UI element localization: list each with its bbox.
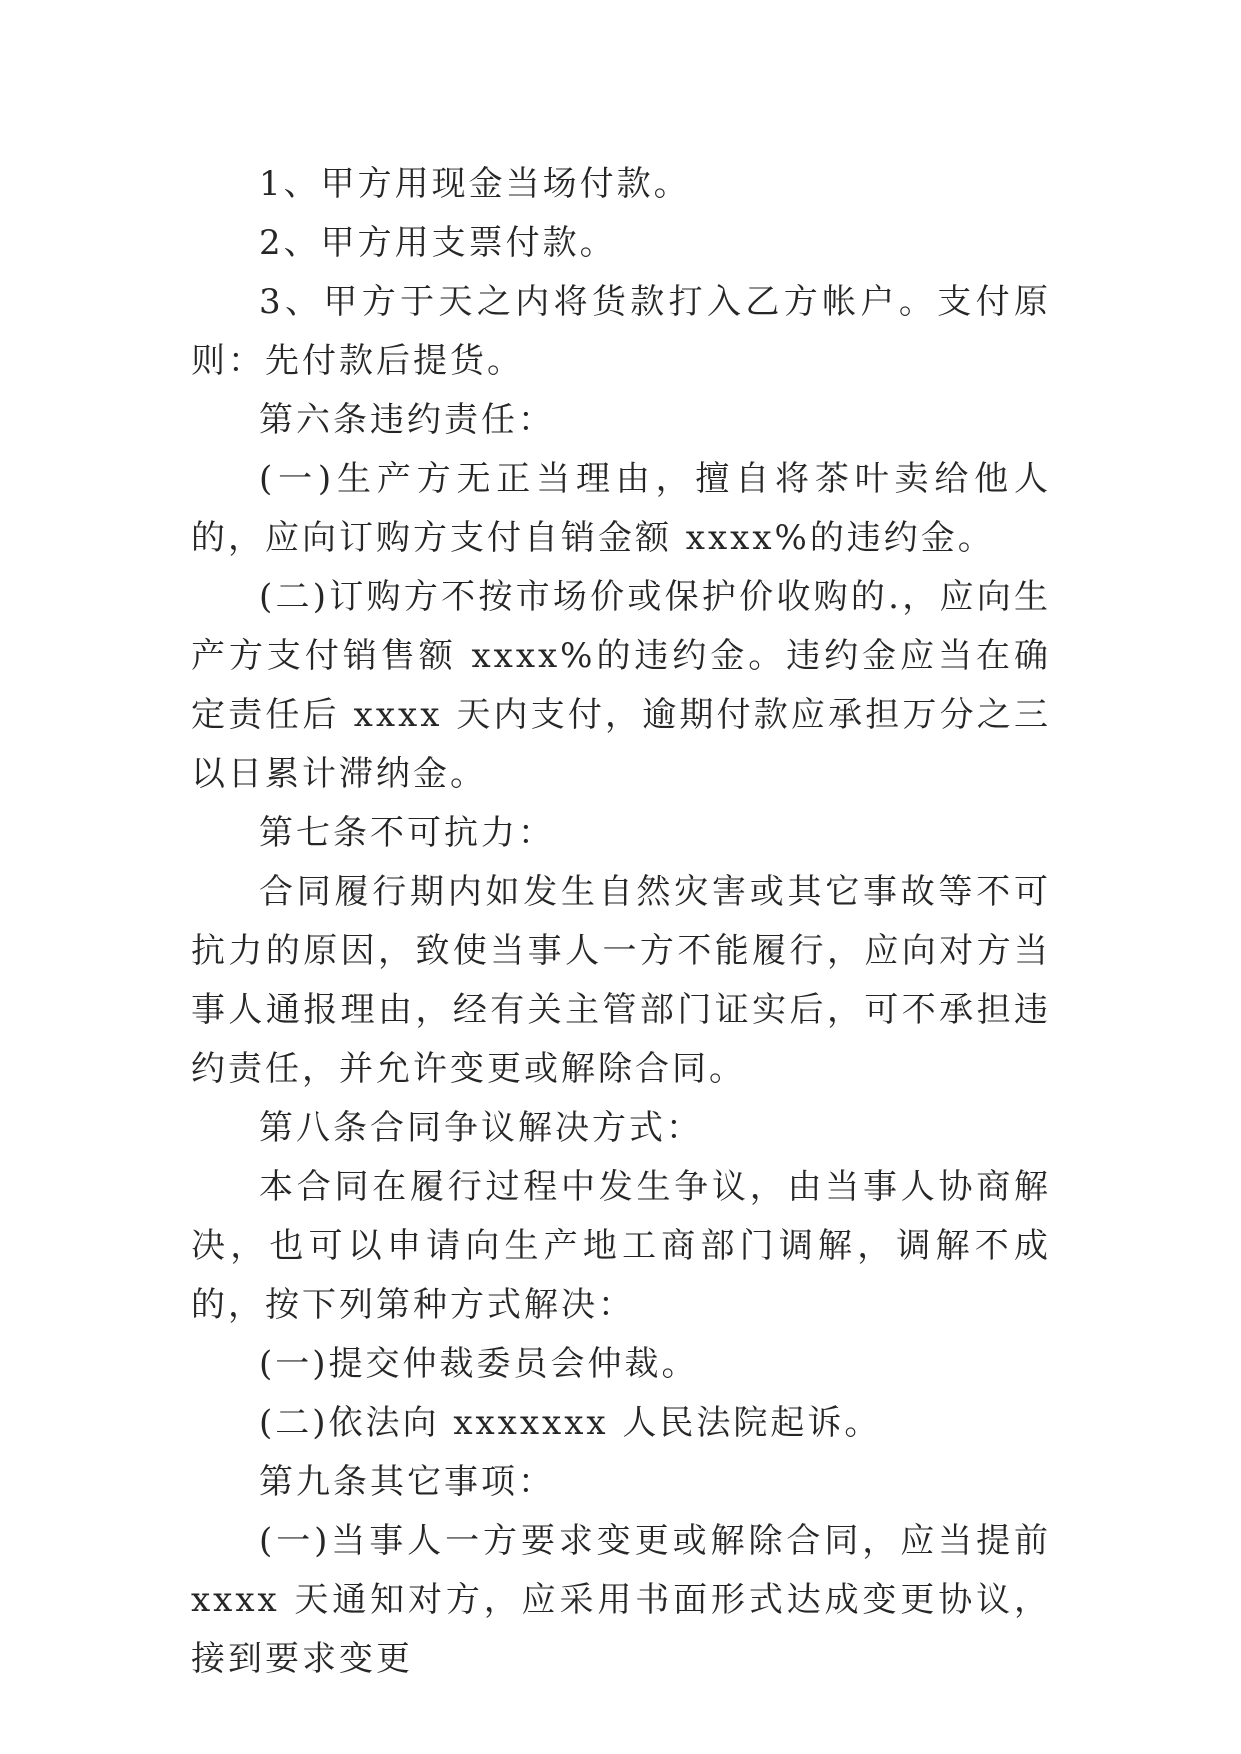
heading-article-7: 第七条不可抗力： bbox=[259, 813, 555, 853]
paragraph-payment-check: 2、甲方用支票付款。 bbox=[259, 223, 617, 263]
paragraph-article-8-item-2: (二)依法向 xxxxxxx 人民法院起诉。 bbox=[259, 1403, 882, 1443]
document-body bbox=[191, 155, 1051, 1689]
paragraph-article-9-item-1: (一)当事人一方要求变更或解除合同，应当提前 xxxx 天通知对方，应采用书面形式达成变更协议，接到要求变更 bbox=[191, 1521, 1051, 1679]
paragraph-article-6-item-1: (一)生产方无正当理由，擅自将茶叶卖给他人的，应向订购方支付自销金额 xxxx%的违约金。 bbox=[191, 459, 1051, 558]
paragraph-article-7-body: 合同履行期内如发生自然灾害或其它事故等不可抗力的原因，致使当事人一方不能履行，应向对方当事人通报理由，经有关主管部门证实后，可不承担违约责任，并允许变更或解除合同。 bbox=[191, 872, 1051, 1089]
paragraph-article-8-item-1: (一)提交仲裁委员会仲裁。 bbox=[259, 1344, 699, 1384]
heading-article-6: 第六条违约责任： bbox=[259, 400, 555, 440]
paragraph-payment-transfer: 3、甲方于天之内将货款打入乙方帐户。支付原则：先付款后提货。 bbox=[191, 282, 1051, 381]
heading-article-8: 第八条合同争议解决方式： bbox=[259, 1108, 703, 1148]
paragraph-payment-cash: 1、甲方用现金当场付款。 bbox=[259, 164, 691, 204]
paragraph-article-6-item-2: (二)订购方不按市场价或保护价收购的.，应向生产方支付销售额 xxxx%的违约金。违约金应当在确定责任后 xxxx 天内支付，逾期付款应承担万分之三以日累计滞纳金。 bbox=[191, 577, 1051, 794]
paragraph-article-8-body: 本合同在履行过程中发生争议，由当事人协商解决，也可以申请向生产地工商部门调解，调解不成的，按下列第种方式解决： bbox=[191, 1167, 1051, 1325]
heading-article-9: 第九条其它事项： bbox=[259, 1462, 555, 1502]
